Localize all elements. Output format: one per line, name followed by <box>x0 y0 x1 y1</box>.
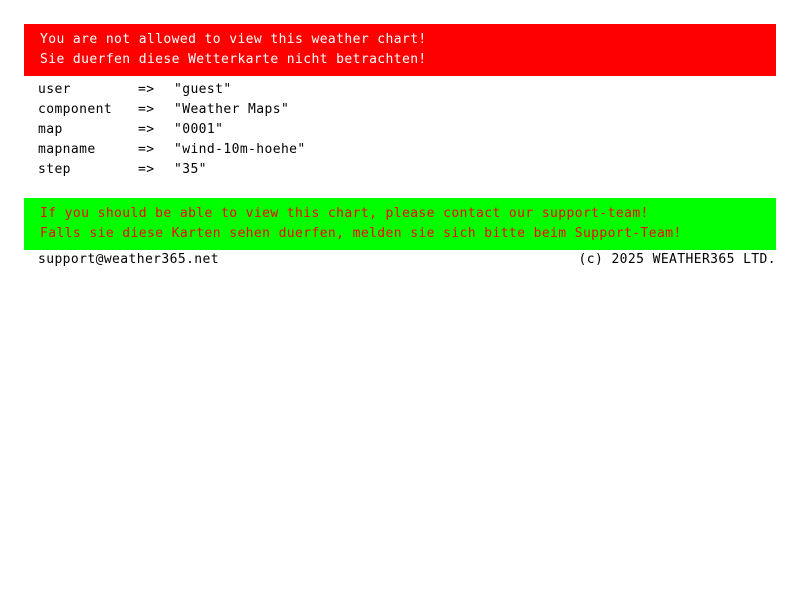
page-footer <box>38 250 776 270</box>
param-key: step <box>38 162 71 177</box>
param-arrow: => <box>138 162 155 177</box>
info-banner <box>24 198 776 250</box>
error-banner-line-de: Sie duerfen diese Wetterkarte nicht betrachten! <box>40 52 427 67</box>
param-arrow: => <box>138 102 155 117</box>
param-value: "Weather Maps" <box>174 102 290 117</box>
table-row <box>38 80 306 100</box>
param-key: map <box>38 122 63 137</box>
table-row <box>38 160 306 180</box>
parameter-table <box>38 80 306 180</box>
param-value: "guest" <box>174 82 232 97</box>
info-banner-line-en: If you should be able to view this chart, please contact our support-team! <box>40 206 649 221</box>
table-row <box>38 100 306 120</box>
param-key: component <box>38 102 113 117</box>
parameter-list <box>38 80 306 180</box>
table-row <box>38 120 306 140</box>
error-banner <box>24 24 776 76</box>
param-key: mapname <box>38 142 96 157</box>
table-row <box>38 140 306 160</box>
error-banner-line-en: You are not allowed to view this weather chart! <box>40 32 427 47</box>
support-email-link[interactable]: support@weather365.net <box>38 252 219 267</box>
copyright-text: (c) 2025 WEATHER365 LTD. <box>578 252 776 267</box>
param-key: user <box>38 82 71 97</box>
param-arrow: => <box>138 82 155 97</box>
param-arrow: => <box>138 142 155 157</box>
info-banner-line-de: Falls sie diese Karten sehen duerfen, melden sie sich bitte beim Support-Team! <box>40 226 682 241</box>
footer-row <box>38 250 776 270</box>
param-arrow: => <box>138 122 155 137</box>
param-value: "wind-10m-hoehe" <box>174 142 306 157</box>
param-value: "0001" <box>174 122 224 137</box>
param-value: "35" <box>174 162 207 177</box>
